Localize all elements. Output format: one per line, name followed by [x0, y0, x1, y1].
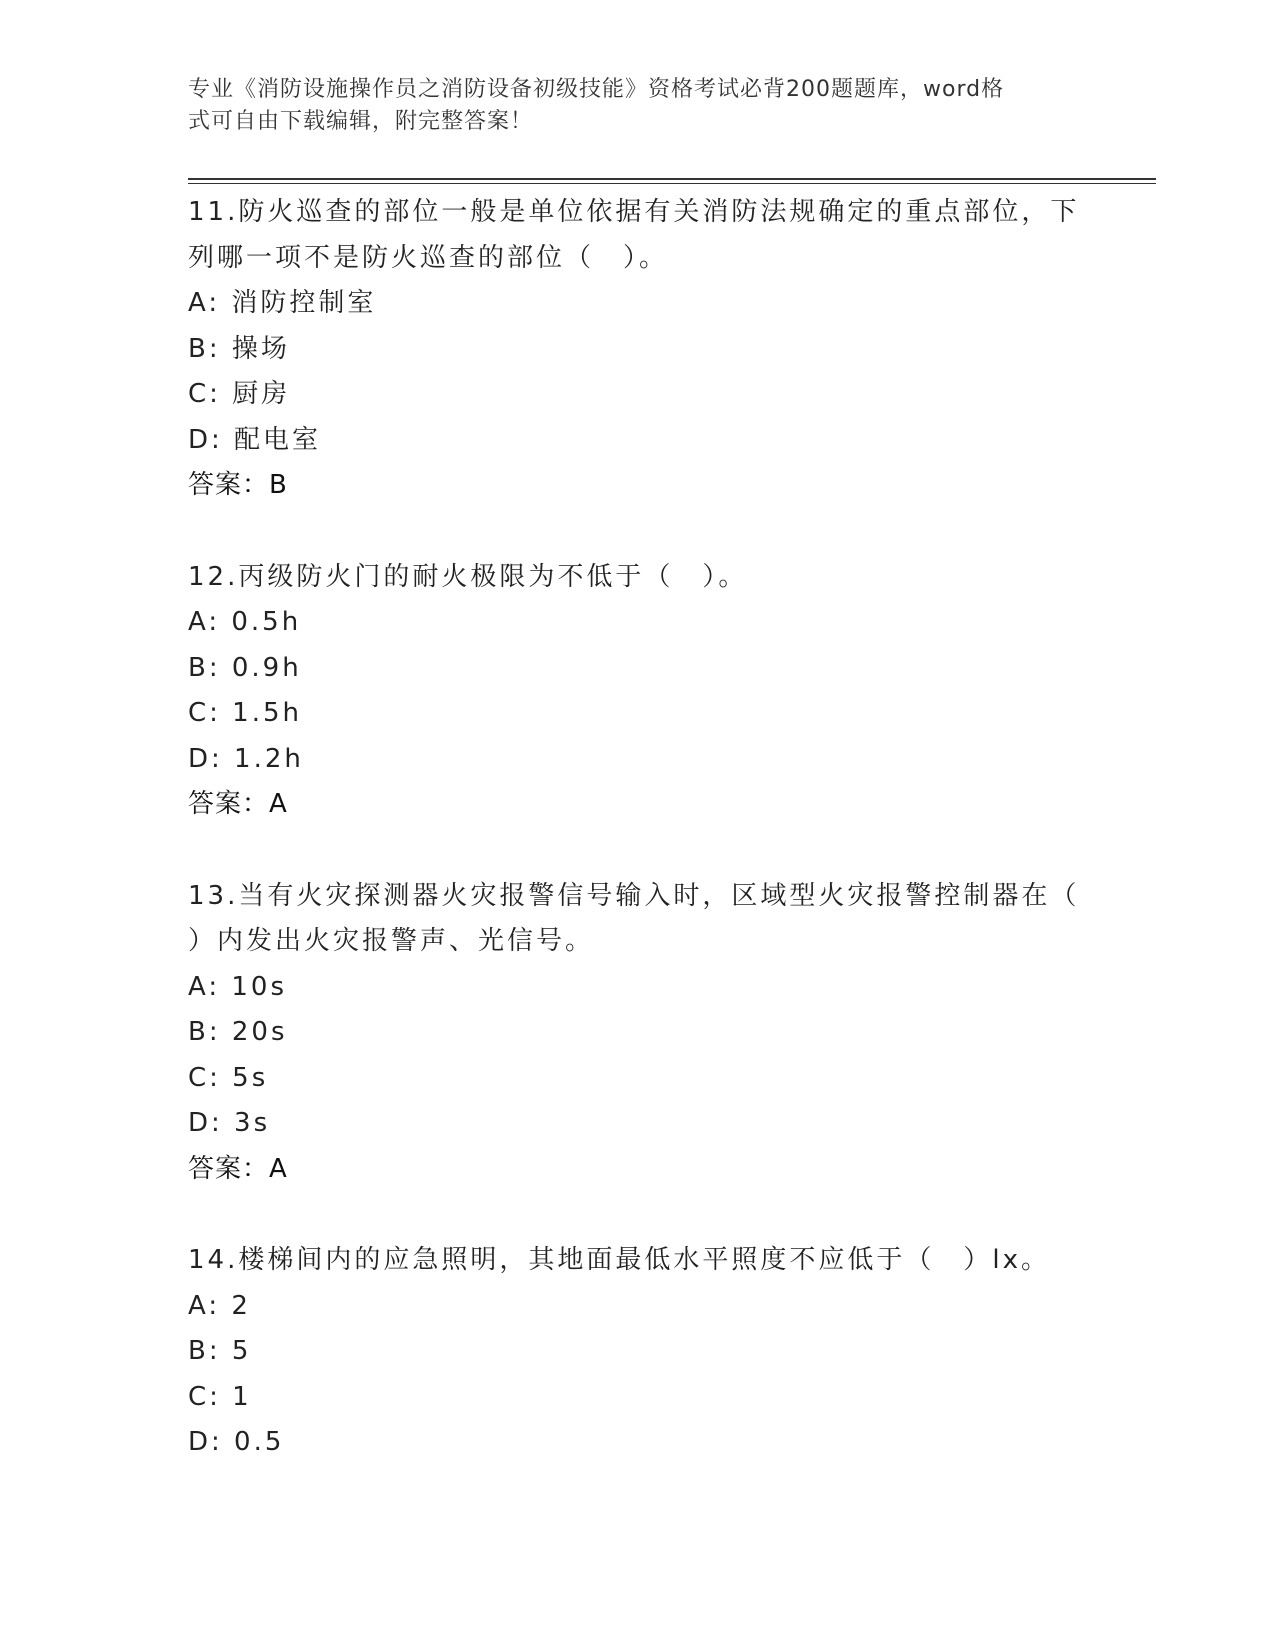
- header-divider: [188, 178, 1156, 184]
- answer: 答案：A: [188, 1153, 288, 1184]
- answer: 答案：A: [188, 789, 288, 819]
- question-13: [188, 874, 1088, 1193]
- question-14: [188, 1238, 1088, 1466]
- option-a: A: 2: [188, 1290, 251, 1321]
- answer: 答案：B: [188, 470, 288, 500]
- option-c: C: 1.5h: [188, 698, 303, 728]
- document-header: [188, 74, 1068, 138]
- question-list: [188, 190, 1088, 1512]
- option-a: A: 消防控制室: [188, 288, 377, 318]
- question-12: [188, 555, 1088, 828]
- option-b: B: 0.9h: [188, 652, 302, 683]
- option-c: C: 1: [188, 1381, 252, 1412]
- option-c: C: 5s: [188, 1062, 269, 1093]
- option-b: B: 5: [188, 1336, 252, 1366]
- option-b: B: 20s: [188, 1017, 288, 1047]
- option-b: B: 操场: [188, 333, 290, 364]
- question-stem-continued: ）内发出火灾报警声、光信号。: [188, 926, 595, 956]
- option-d: D: 0.5: [188, 1427, 285, 1457]
- option-d: D: 3s: [188, 1108, 271, 1138]
- option-a: A: 10s: [188, 971, 287, 1002]
- question-stem: 13.当有火灾探测器火灾报警信号输入时，区域型火灾报警控制器在（: [188, 880, 1080, 911]
- option-d: D: 1.2h: [188, 743, 304, 774]
- option-c: C: 厨房: [188, 379, 291, 409]
- question-11: [188, 190, 1088, 509]
- question-stem-continued: 列哪一项不是防火巡查的部位（ ）。: [188, 242, 669, 273]
- question-stem: 14.楼梯间内的应急照明，其地面最低水平照度不应低于（ ）lx。: [188, 1245, 1050, 1275]
- option-d: D: 配电室: [188, 424, 322, 455]
- question-stem: 12.丙级防火门的耐火极限为不低于（ ）。: [188, 561, 748, 592]
- header-line-1: 专业《消防设施操作员之消防设备初级技能》资格考试必背200题题库，word格: [188, 77, 1005, 102]
- header-line-2: 式可自由下载编辑，附完整答案！: [188, 109, 534, 134]
- question-stem: 11.防火巡查的部位一般是单位依据有关消防法规确定的重点部位，下: [188, 197, 1080, 227]
- option-a: A: 0.5h: [188, 607, 302, 637]
